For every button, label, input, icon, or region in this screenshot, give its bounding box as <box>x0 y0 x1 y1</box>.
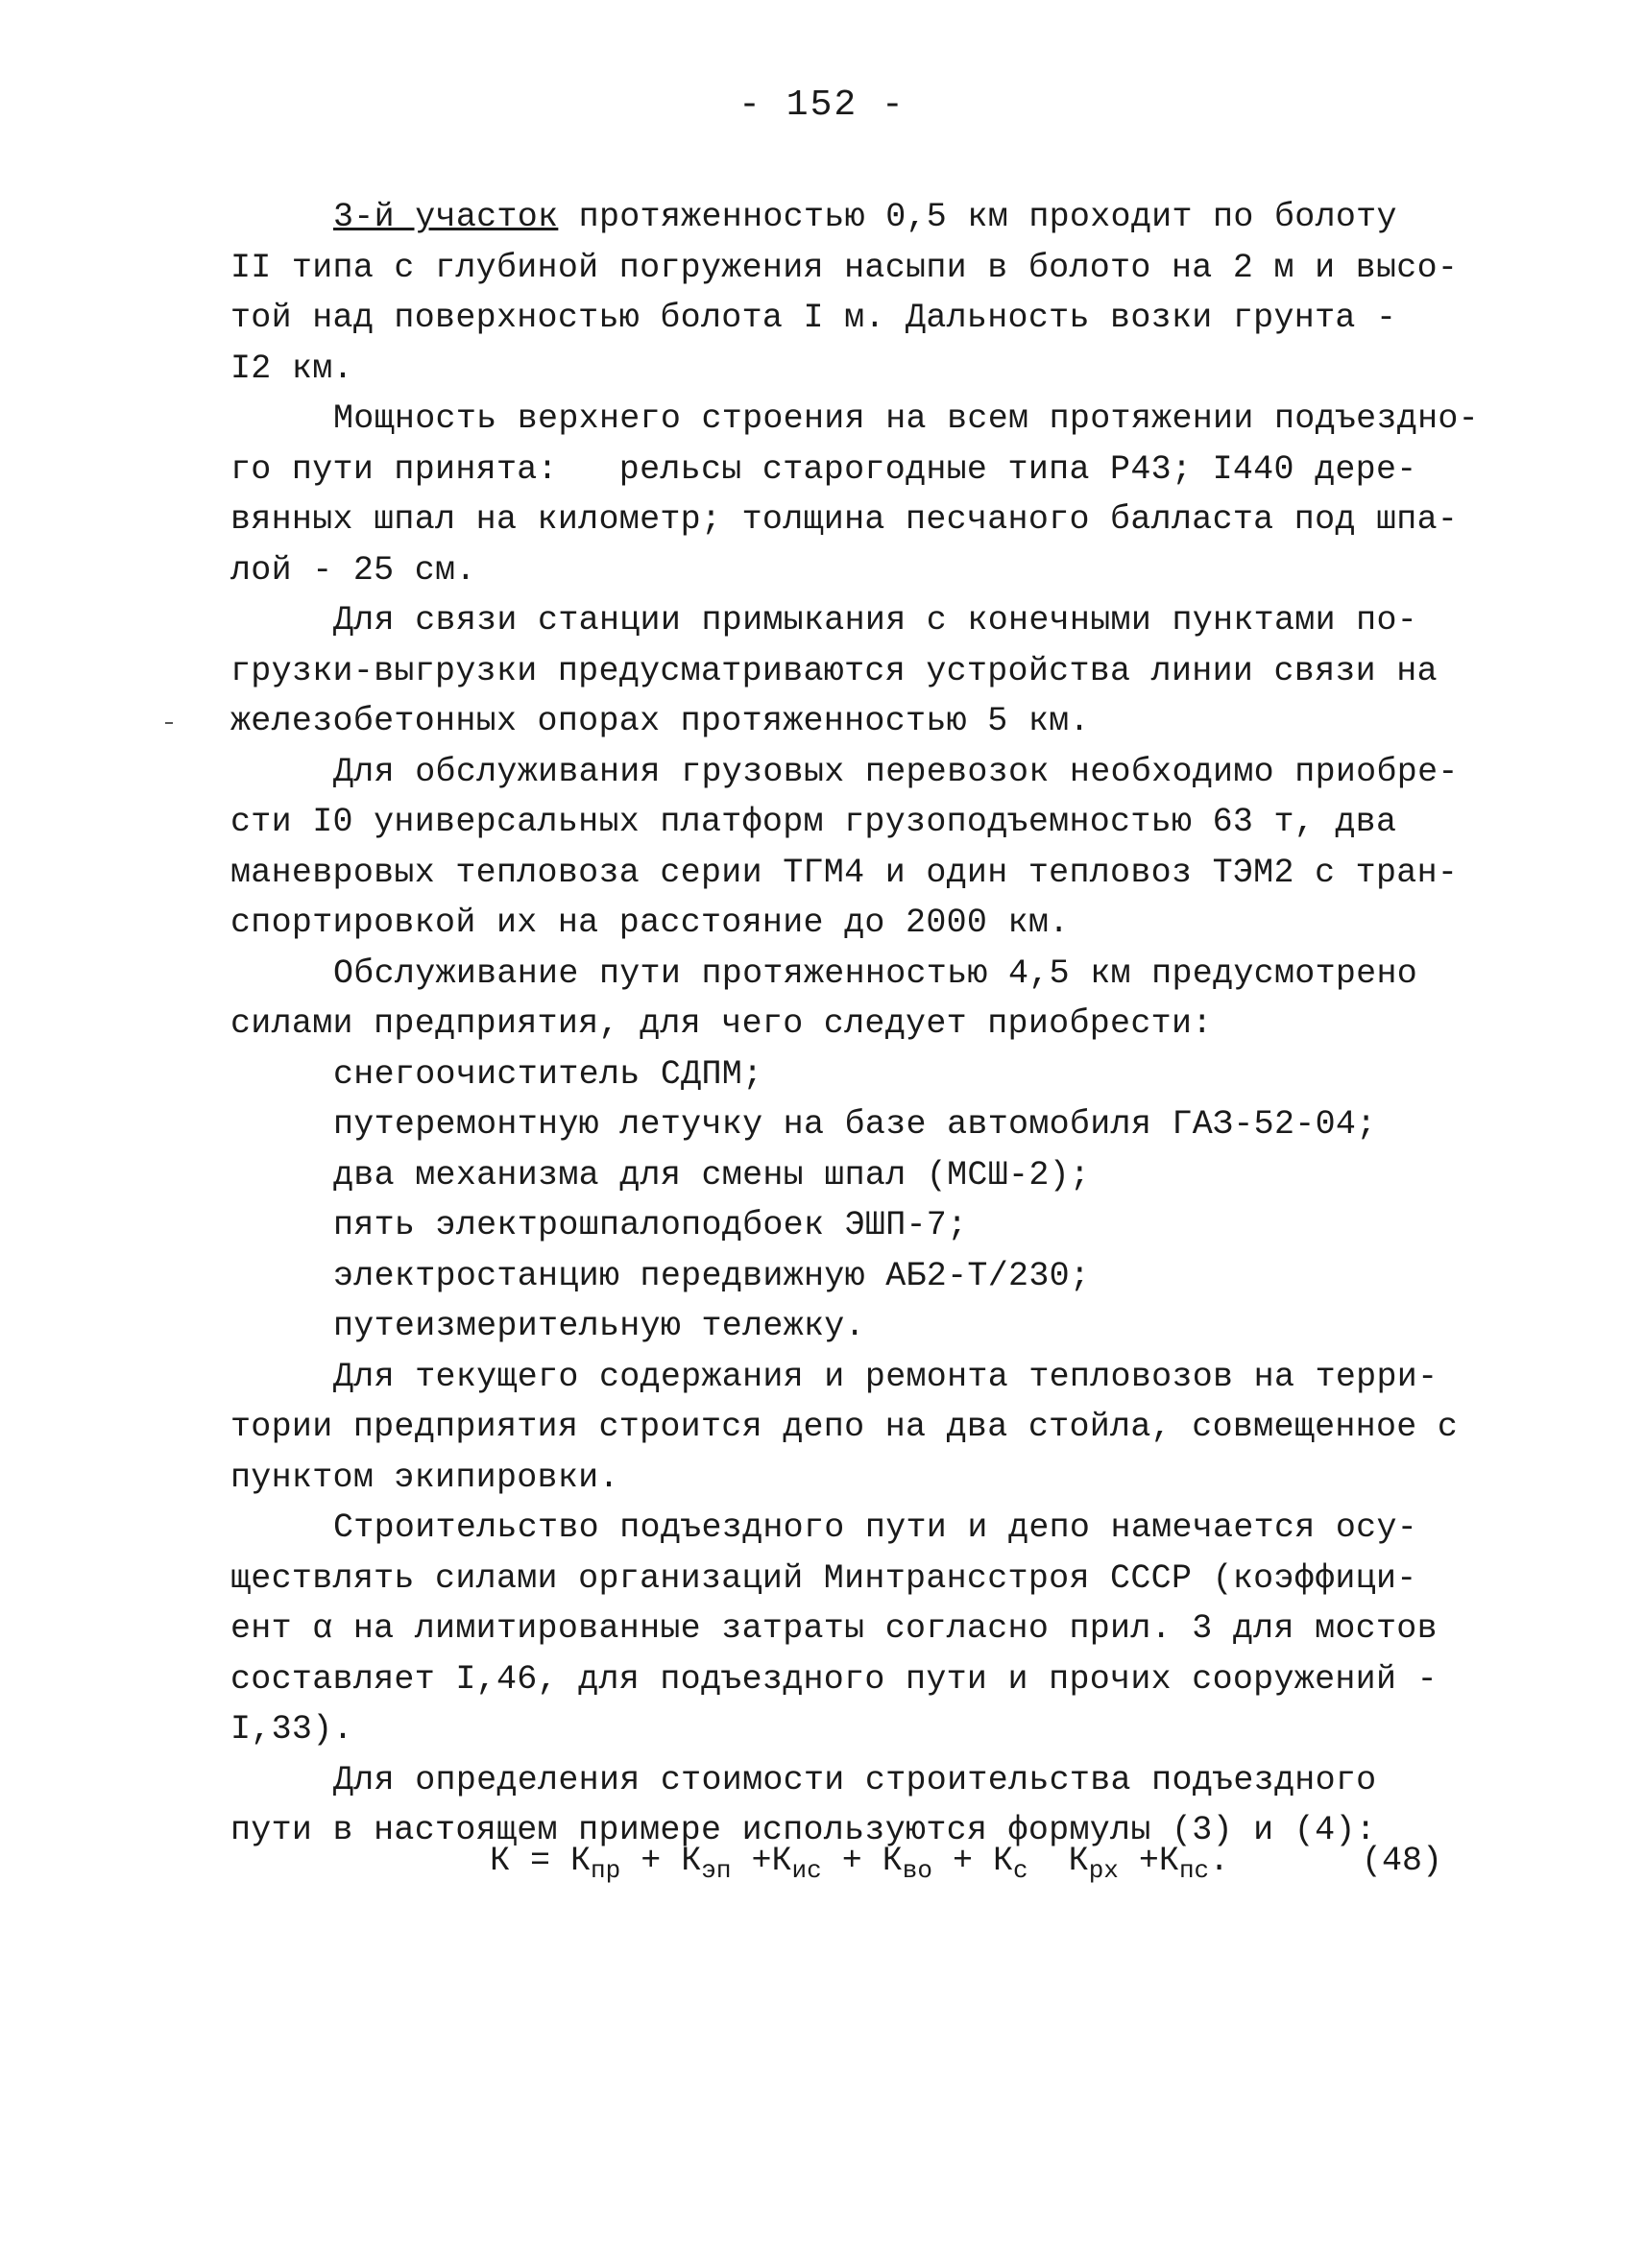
formula-subscript: эп <box>701 1856 732 1885</box>
formula-term: К <box>570 1842 592 1880</box>
paragraph-3-line-2: грузки-выгрузки предусматриваются устройства линии связи на <box>230 651 1438 690</box>
paragraph-2-line-4: лой - 25 см. <box>230 550 476 590</box>
formula-term: К <box>771 1842 792 1880</box>
paragraph-1-line-2: II типа с глубиной погружения насыпи в болото на 2 м и высо- <box>230 248 1459 287</box>
paragraph-4-line-1: Для обслуживания грузовых перевозок необходимо приобре- <box>333 752 1459 791</box>
formula-subscript: во <box>902 1856 933 1885</box>
list-item: снегоочиститель СДПМ; <box>333 1054 763 1094</box>
page-number: - 152 - <box>738 84 906 126</box>
paragraph-3-line-3: железобетонных опорах протяженностью 5 км. <box>230 702 1090 740</box>
paragraph-1-line-3: той над поверхностью болота I м. Дальность возки грунта - <box>230 299 1397 337</box>
paragraph-7-line-4: составляет I,46, для подъездного пути и прочих сооружений - <box>230 1659 1438 1699</box>
formula: $К = К_{пр} + К_{эп} +К_{ис} + К_{во} + К_с$ $К_{рх} +К_{пс}$. <box>490 1842 1230 1885</box>
formula-term: К <box>681 1842 702 1880</box>
formula-term: К <box>882 1842 903 1880</box>
paragraph-7-line-3: ент α на лимитированные затраты согласно прил. 3 для мостов <box>230 1609 1438 1648</box>
list-item: два механизма для смены шпал (МСШ-2); <box>333 1155 1091 1194</box>
body-text <box>230 192 1479 1856</box>
formula-term: К <box>1158 1842 1179 1880</box>
paragraph-5-line-2: силами предприятия, для чего следует приобрести: <box>230 1004 1213 1043</box>
section-heading: 3-й участок <box>333 198 559 236</box>
formula-term: К <box>993 1842 1014 1880</box>
formula-subscript: пр <box>591 1856 621 1885</box>
paragraph-6-line-3: пунктом экипировки. <box>230 1458 619 1497</box>
formula-subscript: рх <box>1088 1856 1119 1885</box>
paragraph-3-line-1: Для связи станции примыкания с конечными пунктами по- <box>333 601 1418 639</box>
paragraph-4-line-3: маневровых тепловоза серии ТГМ4 и один тепловоз ТЭМ2 с тран- <box>230 853 1459 892</box>
paragraph-6-line-2: тории предприятия строится депо на два стойла, совмещенное с <box>230 1408 1459 1446</box>
paragraph-8-line-1: Для определения стоимости строительства подъездного <box>333 1760 1377 1799</box>
list-item: путеизмерительную тележку. <box>333 1307 865 1345</box>
margin-mark <box>165 722 173 724</box>
paragraph-2-line-1: Мощность верхнего строения на всем протяжении подъездно- <box>333 399 1479 438</box>
formula-subscript: с <box>1013 1856 1028 1885</box>
formula-term: К <box>1068 1842 1089 1880</box>
list-item: электростанцию передвижную АБ2-Т/230; <box>333 1256 1091 1295</box>
formula-subscript: ис <box>791 1856 822 1885</box>
paragraph-1-line-1 <box>230 192 1479 243</box>
paragraph-2-line-2: го пути принята: рельсы старогодные типа Р43; I440 дере- <box>230 449 1417 489</box>
paragraph-4-line-4: спортировкой их на расстояние до 2000 км. <box>230 904 1070 942</box>
paragraph-7-line-2: ществлять силами организаций Минтрансстроя СССР (коэффици- <box>230 1558 1417 1598</box>
paragraph-1-line-4: I2 км. <box>230 349 353 388</box>
list-item: путеремонтную летучку на базе автомобиля ГАЗ-52-04; <box>333 1105 1377 1144</box>
paragraph-8-line-2: пути в настоящем примере используются формулы (3) и (4): <box>230 1811 1376 1849</box>
list-item: пять электрошпалоподбоек ЭШП-7; <box>333 1206 968 1244</box>
paragraph-7-line-5: I,33). <box>230 1710 353 1749</box>
paragraph-7-line-1: Строительство подъездного пути и депо намечается осу- <box>333 1508 1418 1547</box>
paragraph-4-line-2: сти I0 универсальных платформ грузоподъемностью 63 т, два <box>230 803 1397 841</box>
formula-eq: = <box>510 1842 571 1880</box>
paragraph-5-line-1: Обслуживание пути протяженностью 4,5 км предусмотрено <box>333 953 1418 993</box>
formula-subscript: пс <box>1178 1856 1210 1885</box>
paragraph-1-line-1-text: протяженностью 0,5 км проходит по болоту <box>558 198 1397 236</box>
paragraph-6-line-1: Для текущего содержания и ремонта тепловозов на терри- <box>333 1357 1438 1396</box>
formula-number: (48) <box>1362 1842 1443 1880</box>
formula-lhs: К <box>490 1842 511 1880</box>
paragraph-2-line-3: вянных шпал на километр; толщина песчаного балласта под шпа- <box>230 500 1459 539</box>
